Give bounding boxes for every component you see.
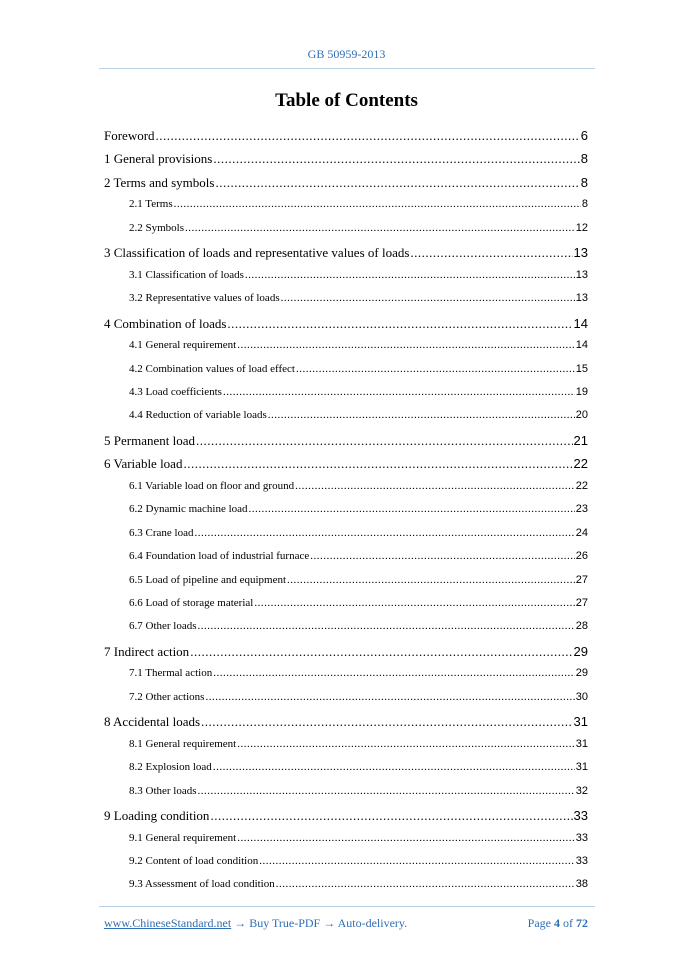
toc-chapter-entry[interactable]: [104, 128, 588, 144]
toc-entry-label: 9.2 Content of load condition: [129, 854, 259, 867]
toc-section-entry[interactable]: [104, 878, 588, 890]
toc-entry-page: 31: [573, 714, 588, 730]
toc-entry-label: 4.2 Combination values of load effect: [129, 362, 295, 375]
toc-entry-label: 4.1 General requirement: [129, 339, 237, 352]
toc-entry-label: 6.5 Load of pipeline and equipment: [129, 573, 287, 586]
toc-section-entry[interactable]: [104, 550, 588, 562]
toc-entry-page: 13: [575, 292, 588, 305]
toc-section-entry[interactable]: [104, 386, 588, 398]
toc-entry-label: 6 Variable load: [104, 456, 183, 472]
dot-leader: [215, 175, 579, 191]
toc-chapter-entry[interactable]: [104, 456, 588, 472]
dot-leader: [183, 456, 572, 472]
toc-entry-page: 28: [575, 620, 588, 633]
dot-leader: [223, 386, 575, 398]
toc-entry-page: 31: [575, 761, 588, 774]
toc-chapter-entry[interactable]: [104, 808, 588, 824]
page-footer: [104, 916, 588, 931]
toc-entry-page: 31: [575, 737, 588, 750]
toc-section-entry[interactable]: [104, 339, 588, 351]
toc-chapter-entry[interactable]: [104, 151, 588, 167]
toc-section-entry[interactable]: [104, 222, 588, 234]
toc-entry-label: 7.1 Thermal action: [129, 667, 213, 680]
toc-entry-label: 7.2 Other actions: [129, 690, 205, 703]
dot-leader: [174, 198, 581, 210]
toc-entry-page: 26: [575, 550, 588, 563]
toc-section-entry[interactable]: [104, 597, 588, 609]
toc-section-entry[interactable]: [104, 292, 588, 304]
toc-section-entry[interactable]: [104, 527, 588, 539]
toc-entry-page: 23: [575, 503, 588, 516]
dot-leader: [310, 550, 575, 562]
footer-divider: [99, 906, 595, 907]
toc-entry-label: 1 General provisions: [104, 151, 213, 167]
toc-chapter-entry[interactable]: [104, 316, 588, 332]
dot-leader: [194, 527, 574, 539]
dot-leader: [281, 292, 575, 304]
toc-entry-page: 12: [575, 221, 588, 234]
toc-entry-label: 8.3 Other loads: [129, 784, 197, 797]
dot-leader: [213, 151, 579, 167]
toc-entry-label: Foreword: [104, 128, 155, 143]
toc-section-entry[interactable]: [104, 574, 588, 586]
toc-entry-label: 3 Classification of loads and representative values of loads: [104, 245, 410, 261]
toc-entry-label: 6.4 Foundation load of industrial furnace: [129, 550, 310, 563]
dot-leader: [196, 433, 573, 449]
dot-leader: [205, 691, 574, 703]
toc-section-entry[interactable]: [104, 855, 588, 867]
dot-leader: [237, 339, 575, 351]
toc-entry-page: 33: [575, 831, 588, 844]
buy-true-pdf-text: Buy True-PDF: [249, 916, 321, 930]
toc-chapter-entry[interactable]: [104, 714, 588, 730]
page-title: Table of Contents: [275, 90, 418, 111]
arrow-right-icon: →: [323, 916, 336, 930]
toc-entry-label: 7 Indirect action: [104, 643, 190, 659]
toc-entry-label: 9 Loading condition: [104, 808, 210, 824]
toc-entry-page: 8: [580, 151, 588, 167]
dot-leader: [237, 738, 575, 750]
toc-entry-label: 9.1 General requirement: [129, 831, 237, 844]
toc-entry-page: 29: [573, 643, 588, 659]
header-divider: [99, 68, 595, 69]
toc-entry-label: 2.2 Symbols: [129, 221, 185, 234]
arrow-right-icon: →: [234, 916, 247, 930]
toc-entry-page: 20: [575, 409, 588, 422]
toc-section-entry[interactable]: [104, 667, 588, 679]
dot-leader: [201, 714, 573, 730]
toc-entry-label: 2 Terms and symbols: [104, 174, 215, 190]
current-page: 4: [554, 916, 560, 930]
toc-entry-label: 6.2 Dynamic machine load: [129, 503, 248, 516]
toc-entry-page: 33: [575, 854, 588, 867]
toc-chapter-entry[interactable]: [104, 644, 588, 660]
dot-leader: [198, 620, 575, 632]
toc-entry-label: 8.1 General requirement: [129, 737, 237, 750]
toc-entry-page: 21: [573, 432, 588, 448]
toc-entry-page: 15: [575, 362, 588, 375]
dot-leader: [198, 785, 575, 797]
dot-leader: [410, 245, 572, 261]
dot-leader: [276, 878, 575, 890]
toc-chapter-entry[interactable]: [104, 433, 588, 449]
toc-entry-label: 8 Accidental loads: [104, 714, 201, 730]
footer-promo: [104, 916, 407, 931]
dot-leader: [249, 503, 575, 515]
toc-entry-page: 14: [573, 315, 588, 331]
toc-section-entry[interactable]: [104, 832, 588, 844]
dot-leader: [185, 222, 575, 234]
toc-entry-label: 9.3 Assessment of load condition: [129, 878, 275, 891]
total-pages: 72: [576, 916, 588, 930]
dot-leader: [213, 761, 575, 773]
toc-section-entry[interactable]: [104, 620, 588, 632]
running-header: GB 50959-2013: [307, 47, 386, 61]
auto-delivery-text: Auto-delivery.: [337, 916, 408, 930]
toc-entry-label: 6.1 Variable load on floor and ground: [129, 479, 295, 492]
dot-leader: [268, 409, 575, 421]
toc-entry-page: 6: [580, 128, 588, 143]
dot-leader: [190, 644, 572, 660]
toc-chapter-entry[interactable]: [104, 245, 588, 261]
dot-leader: [213, 667, 575, 679]
toc-entry-page: 33: [573, 808, 588, 824]
toc-entry-page: 8: [581, 198, 588, 211]
toc-section-entry[interactable]: [104, 269, 588, 281]
toc-entry-page: 14: [575, 339, 588, 352]
toc-entry-label: 4 Combination of loads: [104, 315, 227, 331]
toc-entry-page: 32: [575, 784, 588, 797]
dot-leader: [259, 855, 575, 867]
page-number: Page 4 of 72: [527, 916, 588, 930]
toc-entry-label: 6.6 Load of storage material: [129, 597, 254, 609]
toc-entry-page: 24: [575, 526, 588, 539]
dot-leader: [245, 269, 575, 281]
toc-section-entry[interactable]: [104, 691, 588, 703]
dot-leader: [296, 363, 575, 375]
toc-entry-label: 5 Permanent load: [104, 432, 195, 448]
toc-entry-page: 27: [575, 597, 588, 609]
toc-section-entry[interactable]: [104, 761, 588, 773]
toc-chapter-entry[interactable]: [104, 175, 588, 191]
dot-leader: [210, 808, 572, 824]
site-link[interactable]: www.ChineseStandard.net: [104, 916, 232, 930]
toc-entry-page: 29: [575, 667, 588, 680]
toc-entry-page: 38: [575, 878, 588, 891]
dot-leader: [156, 128, 580, 144]
toc-section-entry[interactable]: [104, 503, 588, 515]
toc-entry-page: 27: [575, 573, 588, 586]
toc-entry-label: 3.1 Classification of loads: [129, 268, 244, 281]
toc-entry-page: 22: [575, 479, 588, 492]
toc-entry-label: 3.2 Representative values of loads: [129, 292, 280, 305]
toc-entry-page: 13: [575, 268, 588, 281]
dot-leader: [295, 480, 575, 492]
toc-entry-page: 13: [573, 245, 588, 261]
toc-entry-label: 8.2 Explosion load: [129, 761, 212, 774]
toc-section-entry[interactable]: [104, 738, 588, 750]
toc-entry-page: 8: [580, 174, 588, 190]
toc-entry-label: 6.3 Crane load: [129, 526, 194, 539]
toc-section-entry[interactable]: [104, 363, 588, 375]
toc-section-entry[interactable]: [104, 785, 588, 797]
toc-entry-page: 22: [573, 456, 588, 472]
toc-section-entry[interactable]: [104, 409, 588, 421]
toc-entry-label: 4.4 Reduction of variable loads: [129, 409, 267, 422]
toc-section-entry[interactable]: [104, 480, 588, 492]
dot-leader: [254, 597, 574, 609]
toc-entry-page: 30: [575, 690, 588, 703]
toc-section-entry[interactable]: [104, 198, 588, 210]
dot-leader: [227, 316, 572, 332]
toc-entry-label: 2.1 Terms: [129, 198, 173, 211]
toc-entry-label: 6.7 Other loads: [129, 620, 197, 633]
dot-leader: [287, 574, 575, 586]
toc-entry-label: 4.3 Load coefficients: [129, 385, 222, 398]
dot-leader: [237, 832, 575, 844]
toc-entry-page: 19: [575, 385, 588, 398]
